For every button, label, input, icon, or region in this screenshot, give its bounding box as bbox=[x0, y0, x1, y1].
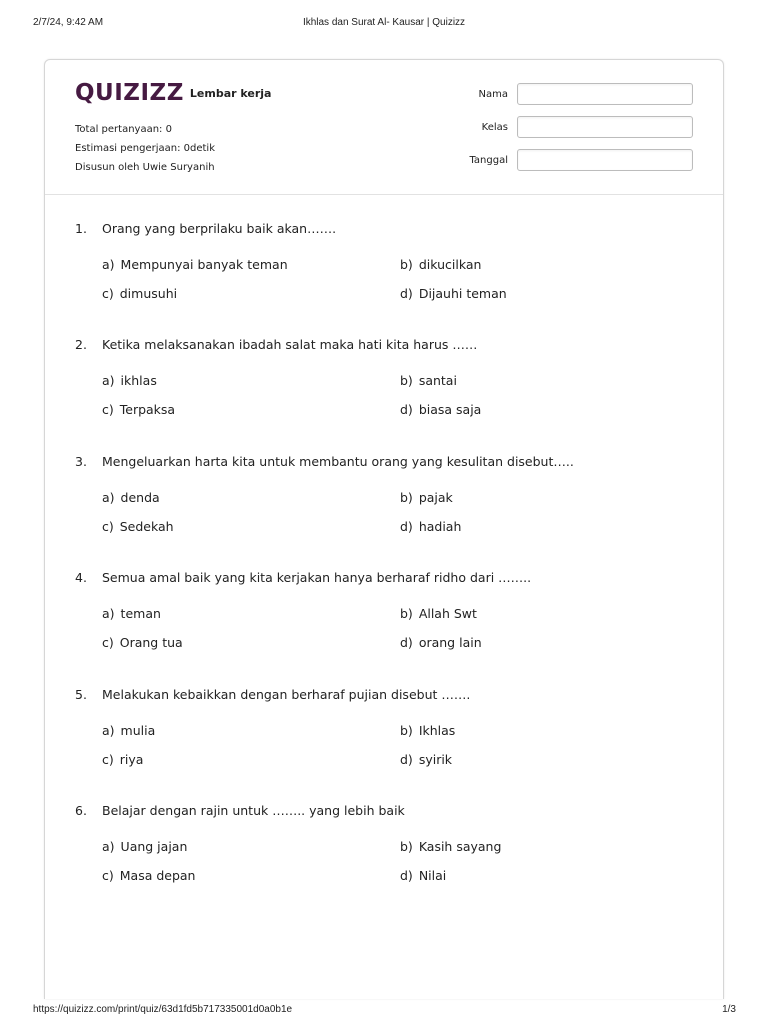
option-grid bbox=[102, 487, 695, 536]
option-key: a) bbox=[102, 489, 115, 505]
question-text: Ketika melaksanakan ibadah salat maka hati kita harus …… bbox=[102, 337, 478, 353]
print-datetime: 2/7/24, 9:42 AM bbox=[33, 17, 104, 28]
option-d bbox=[400, 400, 695, 420]
question-item bbox=[75, 451, 695, 568]
field-row-tanggal bbox=[453, 149, 693, 171]
option-text: Dijauhi teman bbox=[418, 285, 507, 301]
option-key: c) bbox=[102, 635, 114, 651]
option-text: orang lain bbox=[418, 635, 482, 651]
option-key: c) bbox=[102, 868, 114, 884]
option-b bbox=[400, 371, 695, 391]
field-label-kelas: Kelas bbox=[481, 121, 508, 133]
question-number: 2. bbox=[75, 337, 87, 353]
option-key: c) bbox=[102, 518, 114, 534]
option-d bbox=[400, 749, 695, 769]
option-key: d) bbox=[400, 751, 413, 767]
worksheet-header bbox=[45, 60, 723, 195]
option-text: Sedekah bbox=[119, 518, 174, 534]
print-page-title: Ikhlas dan Surat Al- Kausar | Quizizz bbox=[302, 17, 466, 28]
option-text: Kasih sayang bbox=[418, 839, 502, 855]
option-key: c) bbox=[102, 751, 114, 767]
option-text: Masa depan bbox=[119, 868, 196, 884]
option-key: a) bbox=[102, 839, 115, 855]
question-number: 3. bbox=[75, 453, 87, 469]
option-key: d) bbox=[400, 868, 413, 884]
option-d bbox=[400, 283, 695, 303]
option-b bbox=[400, 604, 695, 624]
option-text: syirik bbox=[418, 751, 453, 767]
option-key: a) bbox=[102, 256, 115, 272]
option-c bbox=[102, 866, 400, 886]
question-line bbox=[75, 335, 695, 355]
question-line bbox=[75, 218, 695, 238]
quizizz-logo: QUIZIZZ bbox=[75, 80, 184, 106]
option-text: Uang jajan bbox=[120, 839, 188, 855]
option-text: dikucilkan bbox=[418, 256, 482, 272]
option-text: Mempunyai banyak teman bbox=[120, 256, 288, 272]
option-grid bbox=[102, 720, 695, 769]
option-d bbox=[400, 866, 695, 886]
option-d bbox=[400, 516, 695, 536]
logo-row bbox=[75, 80, 271, 106]
worksheet-subtitle: Lembar kerja bbox=[189, 87, 272, 100]
worksheet bbox=[44, 59, 724, 999]
option-a bbox=[102, 837, 400, 857]
option-key: b) bbox=[400, 373, 413, 389]
option-text: hadiah bbox=[418, 518, 462, 534]
option-a bbox=[102, 254, 400, 274]
option-c bbox=[102, 516, 400, 536]
option-key: d) bbox=[400, 635, 413, 651]
question-number: 1. bbox=[75, 220, 87, 236]
option-grid bbox=[102, 254, 695, 303]
option-key: d) bbox=[400, 402, 413, 418]
question-item bbox=[75, 218, 695, 335]
question-line bbox=[75, 568, 695, 588]
option-b bbox=[400, 720, 695, 740]
option-text: Nilai bbox=[418, 868, 447, 884]
question-number: 4. bbox=[75, 570, 87, 586]
option-text: denda bbox=[120, 489, 160, 505]
option-text: Allah Swt bbox=[418, 606, 477, 622]
field-label-tanggal: Tanggal bbox=[469, 154, 508, 166]
question-item bbox=[75, 335, 695, 452]
option-text: santai bbox=[418, 373, 457, 389]
option-b bbox=[400, 487, 695, 507]
option-text: mulia bbox=[120, 722, 156, 738]
option-c bbox=[102, 749, 400, 769]
option-key: a) bbox=[102, 722, 115, 738]
option-a bbox=[102, 720, 400, 740]
option-text: pajak bbox=[418, 489, 453, 505]
option-a bbox=[102, 487, 400, 507]
question-list bbox=[75, 218, 695, 918]
option-text: teman bbox=[120, 606, 161, 622]
author: Disusun oleh Uwie Suryanih bbox=[75, 162, 215, 173]
nama-field[interactable] bbox=[517, 83, 693, 105]
option-key: a) bbox=[102, 373, 115, 389]
kelas-field[interactable] bbox=[517, 116, 693, 138]
field-label-nama: Nama bbox=[478, 88, 508, 100]
option-key: c) bbox=[102, 402, 114, 418]
option-c bbox=[102, 283, 400, 303]
option-b bbox=[400, 254, 695, 274]
question-text: Orang yang berprilaku baik akan……. bbox=[102, 220, 337, 236]
tanggal-field[interactable] bbox=[517, 149, 693, 171]
option-text: Terpaksa bbox=[119, 402, 176, 418]
question-item bbox=[75, 568, 695, 685]
question-text: Mengeluarkan harta kita untuk membantu orang yang kesulitan disebut….. bbox=[102, 453, 574, 469]
option-key: d) bbox=[400, 285, 413, 301]
option-text: Ikhlas bbox=[418, 722, 456, 738]
option-key: b) bbox=[400, 606, 413, 622]
print-footer bbox=[0, 1000, 768, 1024]
question-number: 6. bbox=[75, 803, 87, 819]
option-a bbox=[102, 604, 400, 624]
question-text: Melakukan kebaikkan dengan berharaf pujian disebut ……. bbox=[102, 686, 471, 702]
option-text: Orang tua bbox=[119, 635, 183, 651]
option-key: b) bbox=[400, 839, 413, 855]
question-item bbox=[75, 801, 695, 918]
option-grid bbox=[102, 604, 695, 653]
option-key: a) bbox=[102, 606, 115, 622]
option-c bbox=[102, 633, 400, 653]
option-key: b) bbox=[400, 722, 413, 738]
total-questions: Total pertanyaan: 0 bbox=[75, 124, 172, 135]
option-key: b) bbox=[400, 256, 413, 272]
student-fields bbox=[453, 83, 693, 182]
question-number: 5. bbox=[75, 686, 87, 702]
question-text: Belajar dengan rajin untuk …….. yang lebih baik bbox=[102, 803, 405, 819]
question-item bbox=[75, 684, 695, 801]
option-a bbox=[102, 371, 400, 391]
option-grid bbox=[102, 371, 695, 420]
field-row-kelas bbox=[453, 116, 693, 138]
option-b bbox=[400, 837, 695, 857]
option-text: riya bbox=[119, 751, 144, 767]
option-key: c) bbox=[102, 285, 114, 301]
print-header bbox=[0, 0, 768, 40]
question-line bbox=[75, 684, 695, 704]
option-text: biasa saja bbox=[418, 402, 482, 418]
page-counter: 1/3 bbox=[722, 1004, 736, 1015]
field-row-nama bbox=[453, 83, 693, 105]
option-key: d) bbox=[400, 518, 413, 534]
option-key: b) bbox=[400, 489, 413, 505]
option-d bbox=[400, 633, 695, 653]
option-c bbox=[102, 400, 400, 420]
question-line bbox=[75, 451, 695, 471]
option-grid bbox=[102, 837, 695, 886]
estimated-time: Estimasi pengerjaan: 0detik bbox=[75, 143, 215, 154]
question-line bbox=[75, 801, 695, 821]
worksheet-meta bbox=[75, 120, 215, 177]
option-text: ikhlas bbox=[120, 373, 157, 389]
print-url: https://quizizz.com/print/quiz/63d1fd5b717335001d0a0b1e bbox=[33, 1004, 293, 1015]
option-text: dimusuhi bbox=[119, 285, 178, 301]
question-text: Semua amal baik yang kita kerjakan hanya berharaf ridho dari …….. bbox=[102, 570, 532, 586]
